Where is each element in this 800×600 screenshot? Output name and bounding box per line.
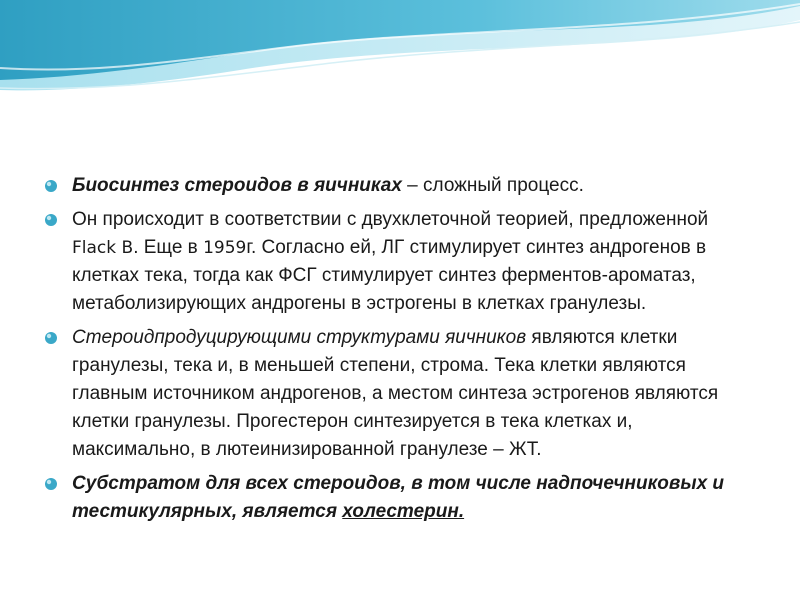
text-segment: Flack B: [72, 238, 134, 258]
text-segment: холестерин.: [342, 501, 465, 522]
bullet-icon: [44, 477, 58, 491]
text-segment: Субстратом для всех стероидов, в том числе надпочечниковых и тестикулярных, является: [72, 473, 725, 522]
text-segment: – сложный процесс.: [401, 175, 584, 196]
slide-body: [44, 172, 744, 532]
bullet-text: [72, 327, 718, 460]
text-segment: Он происходит в соответствии с двухклеточной теорией, предложенной: [72, 209, 709, 230]
header-wave-decoration: [0, 0, 800, 110]
bullet-icon: [44, 331, 58, 345]
text-segment: Стероидпродуцирующими структурами яичников: [72, 327, 527, 348]
bullet-item: [44, 324, 744, 464]
text-segment: 1959: [203, 238, 247, 258]
bullet-text: [72, 175, 584, 196]
bullet-item: [44, 172, 744, 200]
text-segment: являются клетки гранулезы, тека и, в меньшей степени, строма. Тека клетки являются главным источником андрогенов, а местом синтеза эстрогенов являются клетки гранулезы. Прогестерон синтезируется в тека клетках и, максимально, в лютеинизированной гранулезе – ЖТ.: [72, 327, 719, 460]
bullet-icon: [44, 213, 58, 227]
bullet-icon: [44, 179, 58, 193]
text-segment: Биосинтез стероидов в яичниках: [72, 175, 402, 196]
bullet-text: [72, 209, 708, 314]
text-segment: г. Согласно ей, ЛГ стимулирует синтез андрогенов в клетках тека, тогда как ФСГ стимулирует синтез ферментов-ароматаз, метаболизирующих андрогены в эстрогены в клетках гранулезы.: [72, 237, 707, 314]
bullet-text: [72, 473, 724, 522]
bullet-item: [44, 206, 744, 318]
text-segment: . Еще в: [133, 237, 204, 258]
bullet-item: [44, 470, 744, 526]
